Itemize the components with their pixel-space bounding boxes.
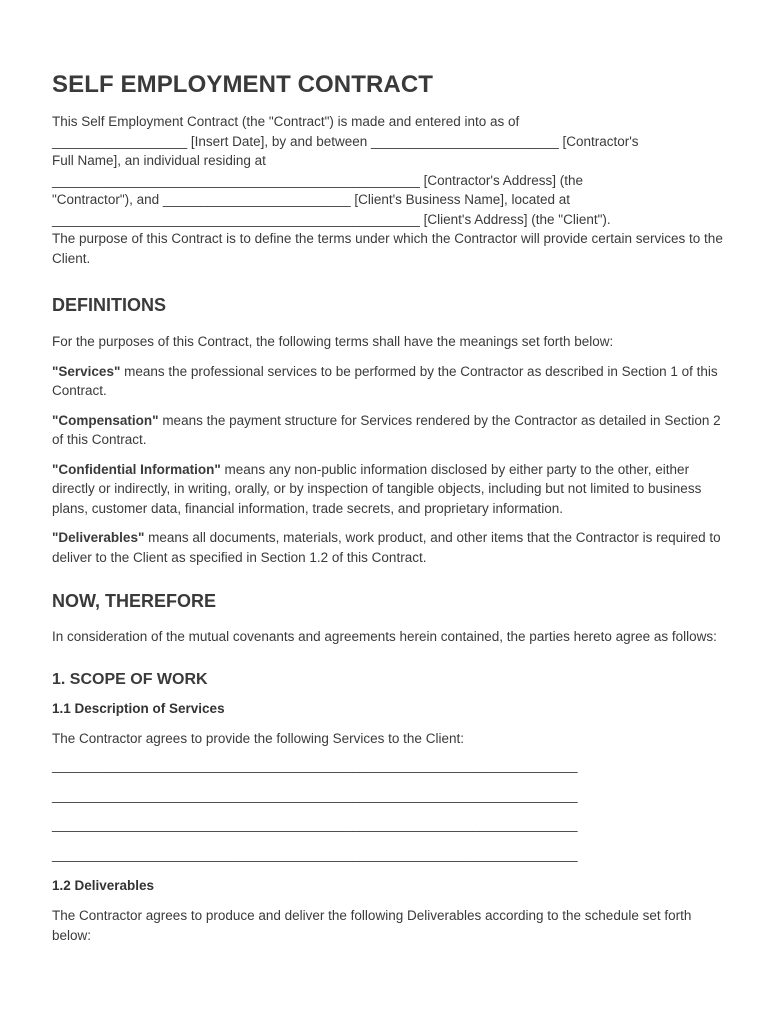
therefore-heading: NOW, THEREFORE (52, 591, 217, 611)
definition-text: means the professional services to be performed by the Contractor as described in Section 1 of this Contract. (52, 363, 718, 398)
services-paragraph: The Contractor agrees to provide the following Services to the Client: (52, 730, 464, 746)
services-subheading: 1.1 Description of Services (52, 700, 225, 716)
services-blank-line: ______________________________________________________________________ (52, 758, 578, 773)
deliverables-paragraph: The Contractor agrees to produce and deliver the following Deliverables according to the schedule set forth below: (52, 908, 692, 943)
definition-confidential-information (52, 460, 724, 519)
intro-line-2: __________________ [Insert Date], by and between _________________________ [Contractor's (52, 133, 639, 149)
definition-term: "Deliverables" (52, 530, 145, 545)
services-blank-line: ______________________________________________________________________ (52, 817, 578, 832)
services-blank-line: ______________________________________________________________________ (52, 846, 578, 862)
purpose-paragraph: The purpose of this Contract is to define the terms under which the Contractor will provide certain services to the Client. (52, 231, 723, 266)
definitions-heading: DEFINITIONS (52, 295, 167, 315)
intro-line-3: Full Name], an individual residing at (52, 153, 266, 168)
intro-line-4: _________________________________________________ [Contractor's Address] (the (52, 172, 584, 188)
document-content (52, 68, 724, 945)
definitions-lead: For the purposes of this Contract, the following terms shall have the meanings set forth below: (52, 334, 614, 349)
intro-line-6: _________________________________________________ [Client's Address] (the "Client"). (52, 211, 611, 227)
deliverables-subheading: 1.2 Deliverables (52, 878, 155, 893)
intro-paragraph (52, 112, 724, 229)
definition-deliverables (52, 528, 724, 567)
definition-term: "Compensation" (52, 412, 159, 428)
definition-term: "Confidential Information" (52, 461, 221, 477)
definition-text: means the payment structure for Services rendered by the Contractor as detailed in Section 2 of this Contract. (52, 412, 721, 447)
intro-line-1: This Self Employment Contract (the "Contract") is made and entered into as of (52, 114, 520, 129)
scope-heading: 1. SCOPE OF WORK (52, 670, 208, 688)
definition-services (52, 362, 724, 401)
definition-text: means any non-public information disclosed by either party to the other, either directly or indirectly, in writing, orally, or by inspection of tangible objects, including but not limited to business plans, customer data, financial information, trade secrets, and proprietary information. (52, 461, 702, 516)
services-blank-line: ______________________________________________________________________ (52, 787, 578, 803)
definition-term: "Services" (52, 363, 121, 379)
intro-line-5: "Contractor"), and _________________________ [Client's Business Name], located at (52, 192, 571, 207)
definition-compensation (52, 411, 724, 450)
definition-text: means all documents, materials, work product, and other items that the Contractor is required to deliver to the Client as specified in Section 1.2 of this Contract. (52, 530, 721, 565)
therefore-paragraph: In consideration of the mutual covenants and agreements herein contained, the parties hereto agree as follows: (52, 629, 717, 644)
document-title: SELF EMPLOYMENT CONTRACT (52, 71, 434, 98)
